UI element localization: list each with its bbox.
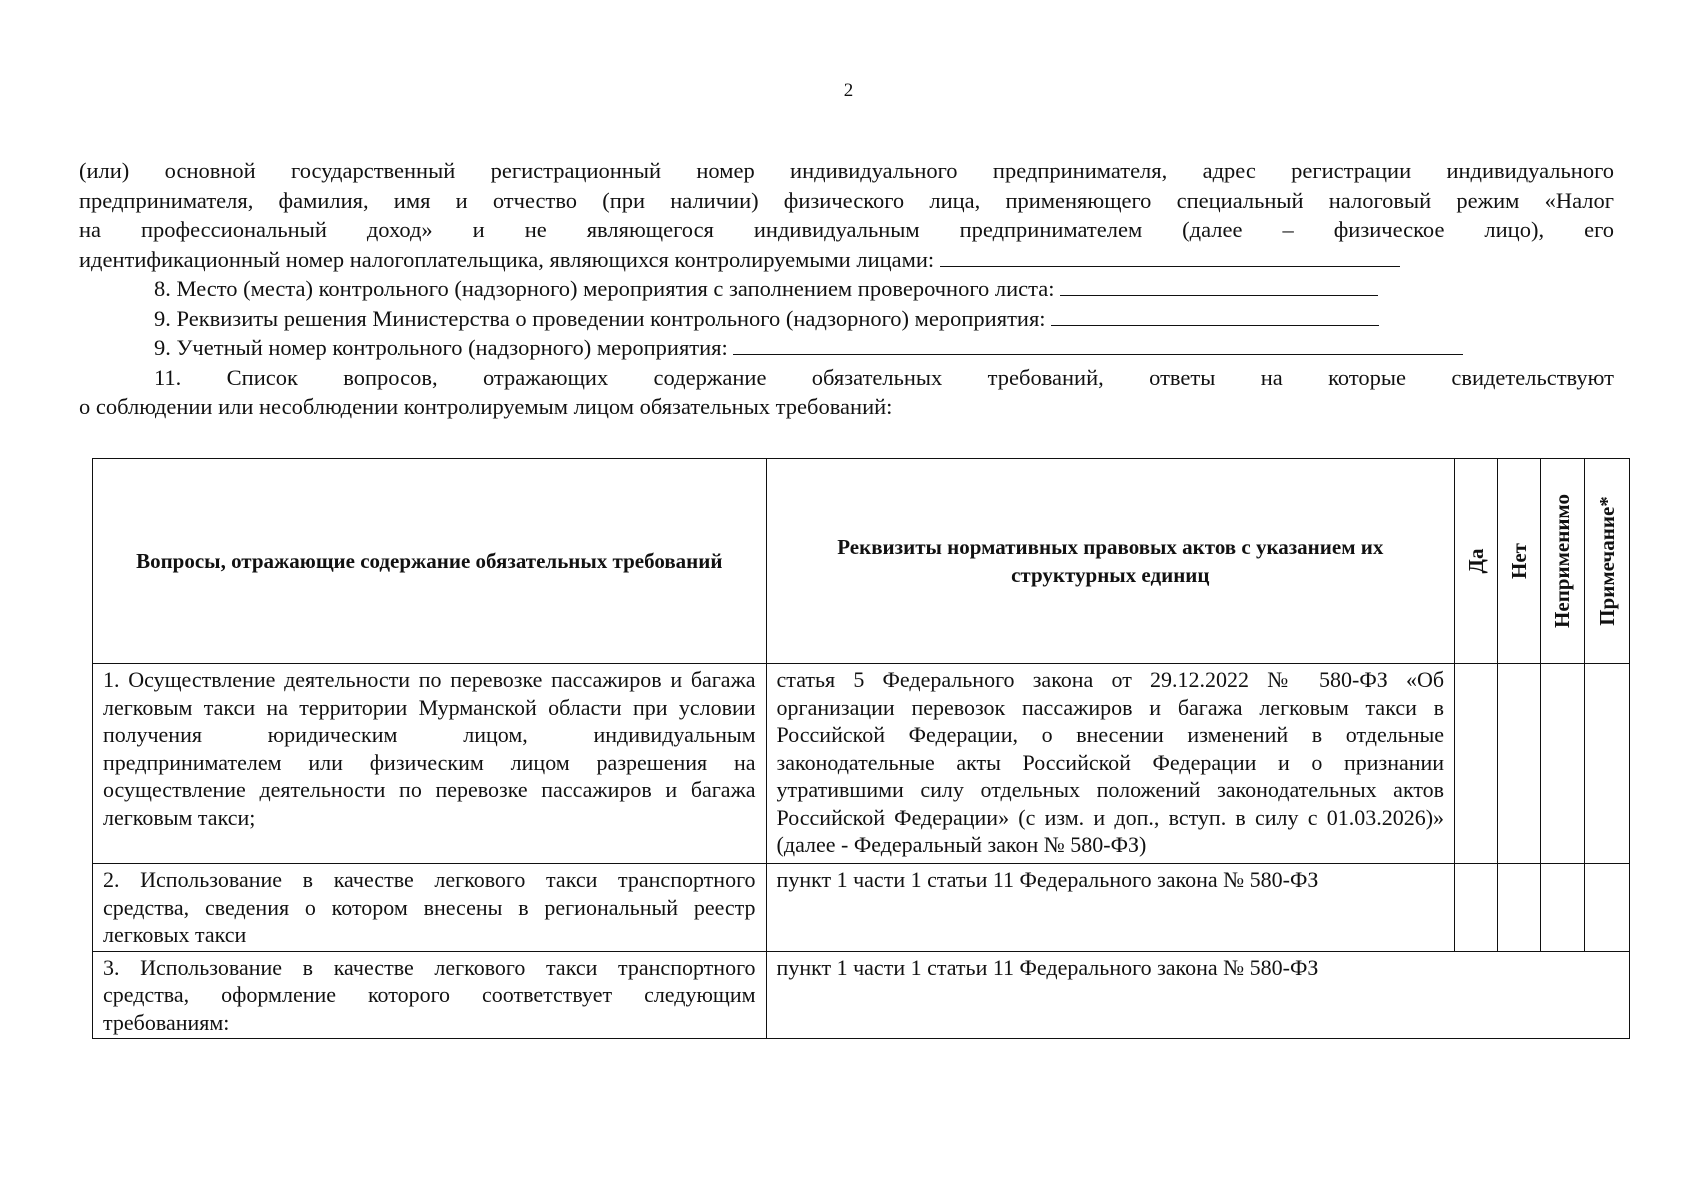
checklist-table [92, 458, 1630, 1039]
item-9b-blank[interactable] [733, 334, 1463, 355]
intro-line-2: предпринимателя, фамилия, имя и отчество (при наличии) физического лица, применяющего специальный налоговый режим «Налог [79, 187, 1614, 213]
item-8-blank[interactable] [1060, 275, 1378, 296]
table-row [93, 664, 1630, 864]
header-yes-cell [1455, 459, 1498, 664]
row-2-question: 2. Использование в качестве легкового такси транспортного средства, сведения о котором внесены в региональный реестр легковых такси [93, 864, 767, 952]
header-no: Нет [1507, 543, 1532, 579]
row-2-yes-cell[interactable] [1455, 864, 1498, 952]
row-3-question: 3. Использование в качестве легкового такси транспортного средства, оформление которого соответствует следующим требованиям: [93, 951, 767, 1039]
header-no-cell [1498, 459, 1541, 664]
row-1-reference: статья 5 Федерального закона от 29.12.2022 № 580-ФЗ «Об организации перевозок пассажиров и багажа легковым такси в Российской Федерации, о внесении изменений в отдельные законодательные акты Российской Федерации и о признании утратившими силу отдельных положений законодательных актов Российской Федерации» (с изм. и доп., вступ. в силу с 01.03.2026)» (далее - Федеральный закон № 580-ФЗ) [766, 664, 1455, 864]
row-2-no-cell[interactable] [1498, 864, 1541, 952]
taxpayer-id-label: идентификационный номер налогоплательщика, являющихся контролируемыми лицами: [79, 246, 935, 272]
header-note-cell [1584, 459, 1629, 664]
item-9b-label: 9. Учетный номер контрольного (надзорного) мероприятия: [154, 335, 728, 360]
row-2-note-cell[interactable] [1584, 864, 1629, 952]
row-2-reference: пункт 1 части 1 статьи 11 Федерального закона № 580-ФЗ [766, 864, 1455, 952]
header-requisites: Реквизиты нормативных правовых актов с указанием их структурных единиц [766, 459, 1455, 664]
item-9a-label: 9. Реквизиты решения Министерства о проведении контрольного (надзорного) мероприятия: [154, 305, 1046, 331]
item-9b [79, 333, 1614, 363]
row-1-note-cell[interactable] [1584, 664, 1629, 864]
table-header-row [93, 459, 1630, 664]
intro-line-3: на профессиональный доход» и не являющегося индивидуальным предпринимателем (далее – физическое лицо), его [79, 217, 1614, 242]
item-8-label: 8. Место (места) контрольного (надзорного) мероприятия с заполнением проверочного листа: [154, 276, 1055, 301]
header-not-applicable: Неприменимо [1550, 494, 1575, 628]
row-1-no-cell[interactable] [1498, 664, 1541, 864]
item-8 [79, 274, 1614, 304]
row-1-na-cell[interactable] [1541, 664, 1585, 864]
table-row [93, 951, 1630, 1039]
intro-text [79, 156, 1614, 422]
table-row [93, 864, 1630, 952]
page-number: 2 [843, 80, 854, 101]
item-9a-blank[interactable] [1051, 305, 1379, 326]
row-1-question: 1. Осуществление деятельности по перевозке пассажиров и багажа легковым такси на территории Мурманской области при условии получения юридическим лицом, индивидуальным предпринимателем или физическим лицом разрешения на осуществление деятельности по перевозке пассажиров и багажа легковым такси; [93, 664, 767, 864]
intro-line-4 [79, 245, 1614, 275]
row-1-yes-cell[interactable] [1455, 664, 1498, 864]
intro-line-1: (или) основной государственный регистрационный номер индивидуального предпринимателя, адрес регистрации индивидуального [79, 158, 1614, 183]
header-note: Примечание* [1594, 496, 1619, 626]
item-11-line-2: о соблюдении или несоблюдении контролируемым лицом обязательных требований: [79, 394, 893, 419]
header-yes: Да [1464, 548, 1489, 574]
item-11-line-1: 11. Список вопросов, отражающих содержание обязательных требований, ответы на которые свидетельствуют [154, 364, 1614, 390]
header-na-cell [1541, 459, 1585, 664]
taxpayer-id-blank[interactable] [940, 246, 1400, 267]
row-2-na-cell[interactable] [1541, 864, 1585, 952]
item-9a [79, 304, 1614, 334]
row-3-reference: пункт 1 части 1 статьи 11 Федерального закона № 580-ФЗ [766, 951, 1629, 1039]
header-questions: Вопросы, отражающие содержание обязательных требований [93, 459, 767, 664]
